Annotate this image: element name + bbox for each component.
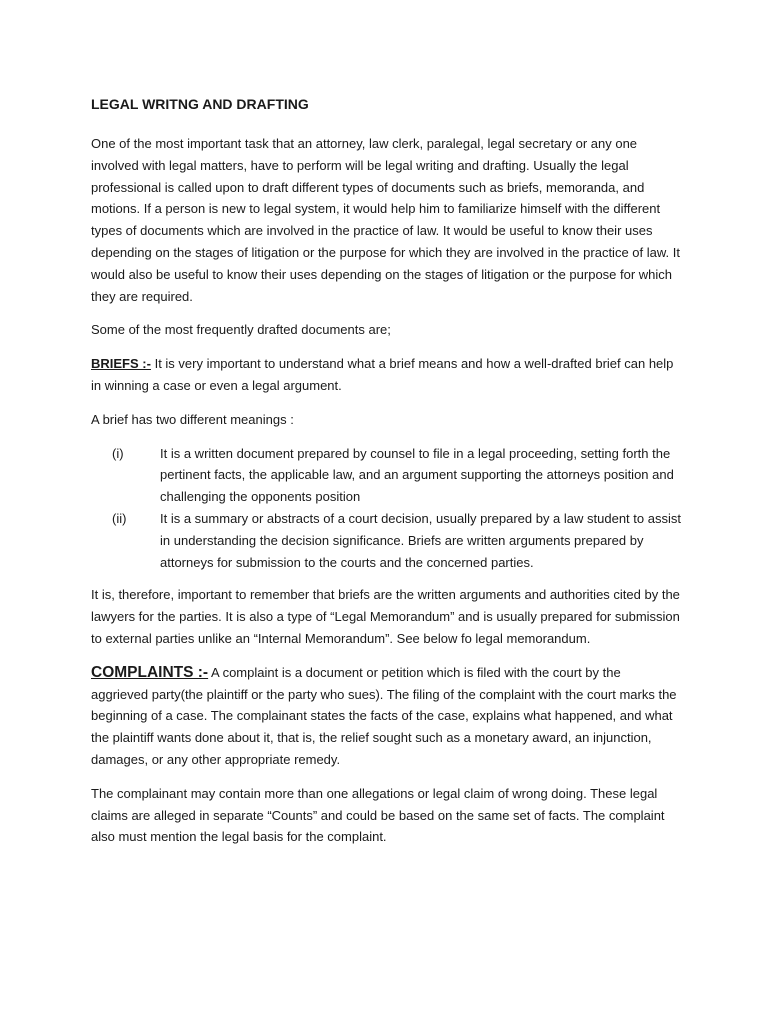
list-item: [91, 508, 681, 573]
document-title: LEGAL WRITNG AND DRAFTING: [91, 96, 309, 112]
document-body: [91, 94, 681, 860]
complaints-label: COMPLAINTS :-: [91, 663, 209, 681]
briefs-summary-paragraph: It is, therefore, important to remember that briefs are the written arguments and authorities cited by the lawyers for the parties. It is also a type of “Legal Memorandum” and is usually prepared for submission to external parties unlike an “Internal Memorandum”. See below fo legal memorandum.: [91, 587, 680, 646]
intro-paragraph: One of the most important task that an attorney, law clerk, paralegal, legal secretary or any one involved with legal matters, have to perform will be legal writing and drafting. Usually the legal professional is called upon to draft different types of documents such as briefs, memoranda, and motions. If a person is new to legal system, it would help him to familiarize himself with the different types of documents which are involved in the practice of law. It would be useful to know their uses depending on the stages of litigation or the purpose for which they are involved in the practice of law. It would also be useful to know their uses depending on the stages of litigation or the purpose for which they are required.: [91, 136, 680, 304]
list-item-text: It is a written document prepared by counsel to file in a legal proceeding, setting forth the pertinent facts, the applicable law, and an argument supporting the attorneys position and challenging the opponents position: [160, 445, 674, 505]
brief-meanings-intro: A brief has two different meanings :: [91, 411, 294, 427]
briefs-label: BRIEFS :-: [91, 356, 151, 372]
list-item-number: (i): [112, 445, 124, 461]
complaints-more-paragraph: The complainant may contain more than one allegations or legal claim of wrong doing. These legal claims are alleged in separate “Counts” and could be based on the same set of facts. The complaint also must mention the legal basis for the complaint.: [91, 785, 665, 845]
list-item-text: It is a summary or abstracts of a court decision, usually prepared by a law student to assist in understanding the decision significance. Briefs are written arguments prepared by attorneys for submission to the courts and the concerned parties.: [160, 510, 681, 570]
list-item-number: (ii): [112, 510, 127, 526]
list-item: [91, 443, 681, 508]
complaints-paragraph: [91, 662, 681, 771]
briefs-text: It is very important to understand what a brief means and how a well-drafted brief can help in winning a case or even a legal argument.: [91, 356, 674, 393]
complaints-text: A complaint is a document or petition which is filed with the court by the aggrieved party(the plaintiff or the party who sues). The filing of the complaint with the court marks the beginning of a case. The complainant states the facts of the case, explains what happened, and what the plaintiff wants done about it, that is, the relief sought such as a monetary award, an injunction, damages, or any other appropriate remedy.: [91, 664, 677, 767]
frequent-documents-paragraph: Some of the most frequently drafted documents are;: [91, 322, 391, 338]
briefs-paragraph: [91, 353, 681, 397]
brief-meanings-list: [91, 443, 681, 574]
